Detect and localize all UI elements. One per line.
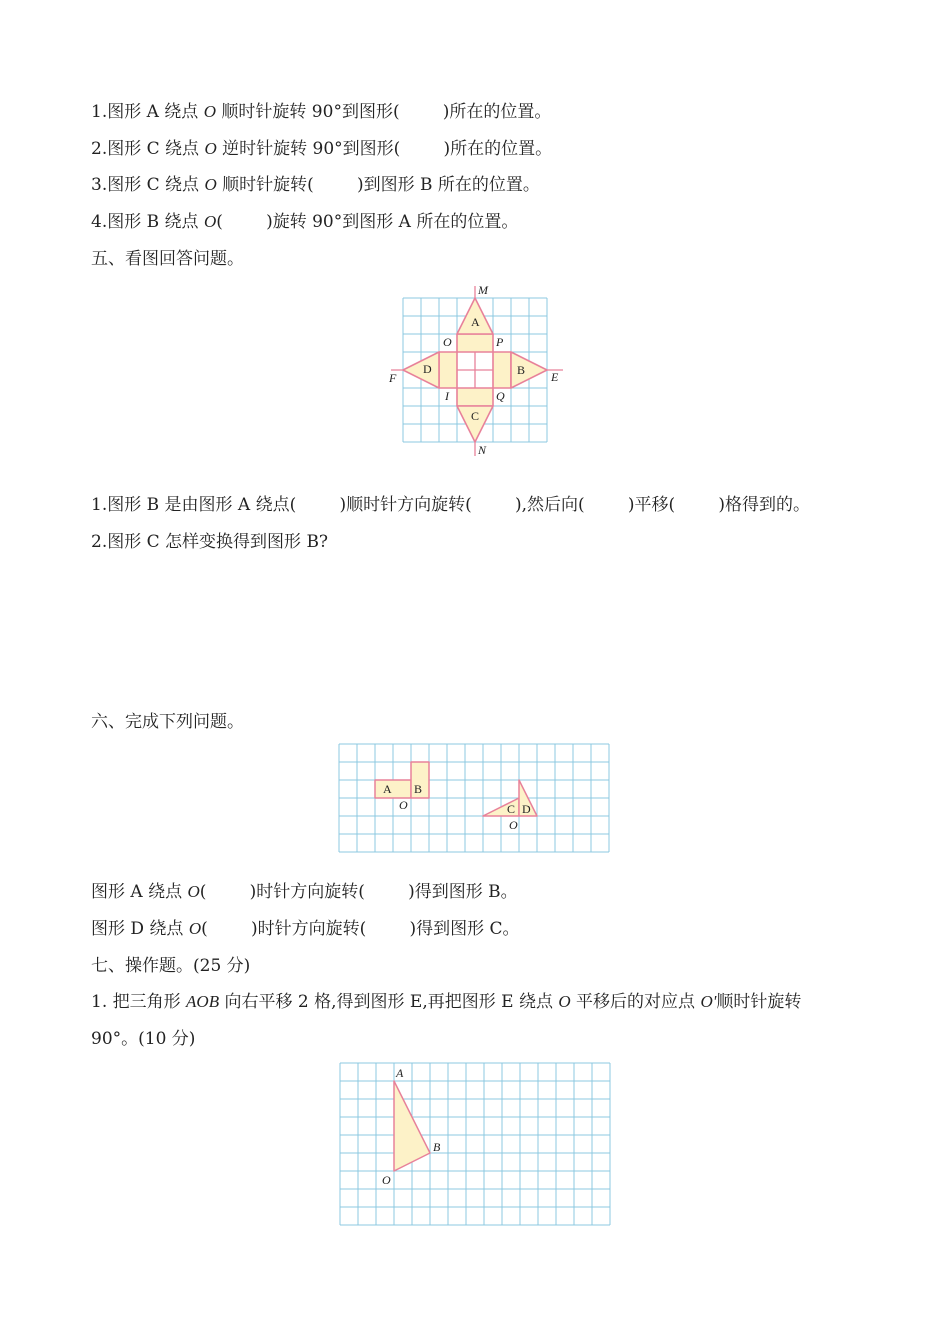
question-text: 图形 D 绕点	[91, 919, 189, 939]
label-shape-b: B	[414, 782, 423, 796]
point-label: O	[558, 992, 571, 1011]
shape-d-rect	[439, 352, 457, 388]
point-label: O	[203, 102, 216, 121]
question-4-2	[91, 138, 552, 160]
label-q: Q	[496, 389, 505, 403]
question-text: 向右平移 2 格,得到图形 E,再把图形 E 绕点	[219, 992, 559, 1012]
point-label: O	[203, 212, 217, 231]
shape-a-rect	[457, 334, 493, 352]
question-text: 逆时针旋转 90°到图形( )所在的位置。	[216, 139, 553, 159]
question-text: 平移后的对应点	[570, 992, 701, 1012]
point-label: O	[204, 139, 217, 158]
question-text: 顺时针旋转( )到图形 B 所在的位置。	[216, 175, 540, 195]
label-shape-c: C	[471, 409, 480, 423]
point-label: O	[187, 882, 200, 901]
label-shape-d: D	[423, 362, 432, 376]
label-e: E	[551, 370, 559, 384]
shape-c-rect	[457, 388, 493, 406]
shape-b-rect	[493, 352, 511, 388]
question-text: ( )时针方向旋转( )得到图形 C。	[201, 919, 520, 939]
question-text: 顺时针旋转 90°到图形( )所在的位置。	[216, 102, 552, 122]
question-4-4	[91, 211, 518, 233]
question-text: 1. 把三角形	[91, 992, 187, 1012]
question-6-1	[91, 881, 518, 903]
label-o-2: O	[509, 818, 518, 832]
question-text: ( )旋转 90°到图形 A 所在的位置。	[216, 212, 519, 232]
figure-cross-grid	[385, 280, 575, 460]
label-shape-b: B	[517, 363, 526, 377]
question-7-1-line2: 90°。(10 分)	[91, 1029, 196, 1049]
question-4-1	[91, 101, 551, 123]
question-4-3	[91, 174, 540, 196]
figure-rotation-grid	[338, 743, 613, 856]
label-b: B	[433, 1140, 441, 1154]
question-text: 4.图形 B 绕点	[91, 212, 204, 232]
point-label: O'	[700, 992, 717, 1011]
point-label: O	[188, 919, 202, 938]
question-text: 2.图形 C 绕点	[91, 139, 205, 159]
question-text: 图形 A 绕点	[91, 882, 188, 902]
question-text: 1.图形 A 绕点	[91, 102, 204, 122]
label-shape-d: D	[522, 802, 531, 816]
question-text: 3.图形 C 绕点	[91, 175, 205, 195]
triangle-label: AOB	[186, 992, 220, 1011]
section-7-title: 七、操作题。(25 分)	[91, 956, 251, 976]
section-5-title: 五、看图回答问题。	[91, 249, 244, 269]
label-o: O	[443, 335, 452, 349]
question-5-2: 2.图形 C 怎样变换得到图形 B?	[91, 532, 329, 552]
question-5-1: 1.图形 B 是由图形 A 绕点( )顺时针方向旋转( ),然后向( )平移( )格得到的。	[91, 495, 810, 515]
question-text: ( )时针方向旋转( )得到图形 B。	[199, 882, 518, 902]
label-f: F	[389, 371, 397, 385]
question-6-2	[91, 918, 520, 940]
label-n: N	[478, 443, 487, 457]
label-shape-a: A	[471, 315, 480, 329]
question-text: 顺时针旋转	[716, 992, 802, 1012]
label-o-1: O	[399, 798, 408, 812]
label-shape-c: C	[507, 802, 516, 816]
point-label: O	[204, 175, 217, 194]
label-shape-a: A	[383, 782, 392, 796]
question-7-1-line1	[91, 991, 801, 1013]
label-a: A	[396, 1066, 404, 1080]
section-6-title: 六、完成下列问题。	[91, 712, 244, 732]
label-o: O	[382, 1173, 391, 1187]
label-p: P	[496, 335, 504, 349]
label-i: I	[445, 389, 449, 403]
label-m: M	[478, 283, 488, 297]
figure-triangle-grid	[339, 1062, 613, 1228]
shape-a	[375, 780, 411, 798]
